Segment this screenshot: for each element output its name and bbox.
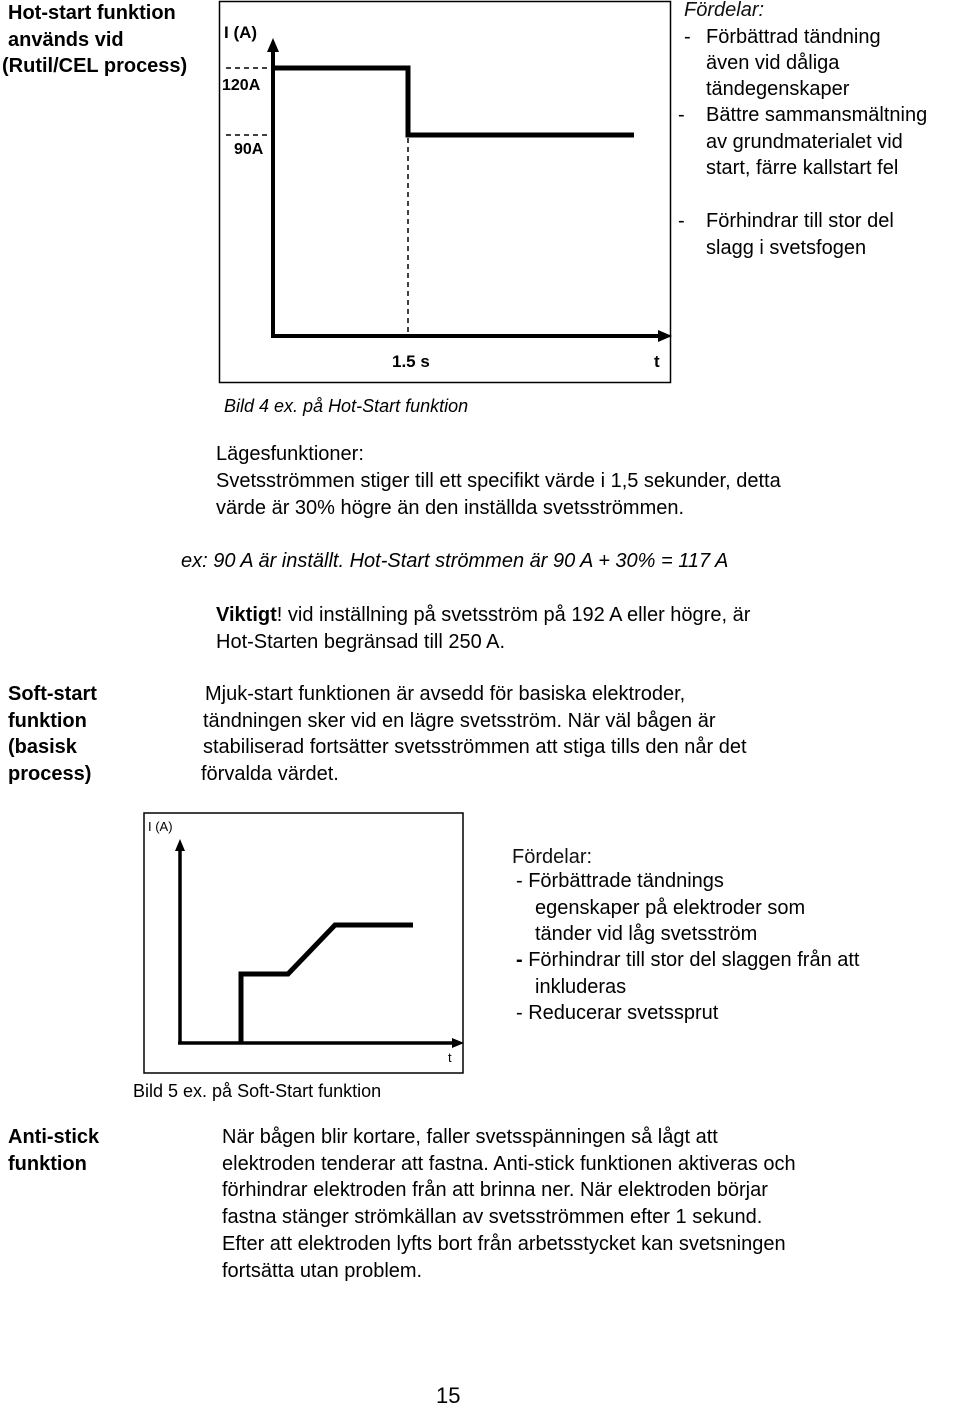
hotstart-benefit-1-line-3: tändegenskaper <box>706 78 850 100</box>
softstart-benefit-line-2: egenskaper på elektroder som <box>535 897 806 919</box>
softstart-heading-line-4: process) <box>8 762 92 785</box>
hotstart-benefit-3-line-1: Förhindrar till stor del <box>706 210 894 232</box>
softstart-heading-line-3: (basisk <box>8 736 77 758</box>
hotstart-benefit-2-line-3: start, färre kallstart fel <box>706 157 899 179</box>
hotstart-description-line-2: värde är 30% högre än den inställda svetsströmmen. <box>216 497 685 519</box>
hotstart-figure-caption: Bild 4 ex. på Hot-Start funktion <box>224 396 469 416</box>
hotstart-benefits-title: Fördelar: <box>684 0 765 21</box>
hotstart-time-label: 1.5 s <box>392 352 430 371</box>
softstart-graph <box>143 812 465 1076</box>
hotstart-important-line-1 <box>216 602 750 628</box>
hotstart-level-high-label: 120A <box>222 77 261 94</box>
antistick-heading <box>8 1124 99 1177</box>
softstart-line-4: förvalda värdet. <box>201 763 339 785</box>
softstart-benefit-line-4: - Förhindrar till stor del slaggen från att <box>516 949 860 971</box>
hotstart-example: ex: 90 A är inställt. Hot-Start strömmen är 90 A + 30% = 117 A <box>181 550 729 572</box>
hotstart-benefit-1-line-2: även vid dåliga <box>706 52 840 74</box>
hotstart-y-axis-label: I (A) <box>224 23 258 42</box>
softstart-line-3: stabiliserad fortsätter svetsströmmen att stiga tills den når det <box>203 736 747 758</box>
hotstart-description-title: Lägesfunktioner: <box>216 443 364 465</box>
antistick-line-6: fortsätta utan problem. <box>222 1260 423 1282</box>
hotstart-benefit-2-line-2: av grundmaterialet vid <box>706 131 903 153</box>
hotstart-description-line-1: Svetsströmmen stiger till ett specifikt värde i 1,5 sekunder, detta <box>216 470 781 492</box>
hotstart-figure <box>218 0 674 386</box>
softstart-line-2: tändningen sker vid en lägre svetsström. När väl bågen är <box>203 710 716 732</box>
hotstart-level-low-label: 90A <box>234 141 264 158</box>
antistick-line-1: När bågen blir kortare, faller svetsspänningen så lågt att <box>222 1126 718 1148</box>
hotstart-benefit-2-line-1: Bättre sammansmältning <box>706 104 928 126</box>
hotstart-benefit-dash-1: - <box>684 26 691 48</box>
antistick-line-3: förhindrar elektroden från att brinna ner. När elektroden börjar <box>222 1179 768 1201</box>
softstart-heading-line-1: Soft-start <box>8 683 97 705</box>
hotstart-heading-line-3: (Rutil/CEL process) <box>2 55 188 77</box>
hotstart-x-axis-label: t <box>654 352 660 371</box>
hotstart-benefit-1-line-1: Förbättrad tändning <box>706 26 881 48</box>
hotstart-heading-line-2: används vid <box>8 28 124 51</box>
softstart-figure-caption: Bild 5 ex. på Soft-Start funktion <box>133 1081 382 1101</box>
softstart-heading-line-2: funktion <box>8 709 87 732</box>
antistick-heading-line-2: funktion <box>8 1152 87 1175</box>
softstart-benefit-line-6: - Reducerar svetssprut <box>516 1002 719 1024</box>
softstart-benefit-line-5: inkluderas <box>535 976 627 998</box>
antistick-line-4: fastna stänger strömkällan av svetsströmmen efter 1 sekund. <box>222 1206 763 1228</box>
hotstart-important-line-2: Hot-Starten begränsad till 250 A. <box>216 631 506 653</box>
hotstart-heading <box>2 0 188 80</box>
softstart-heading <box>8 681 97 787</box>
important-label: Viktigt <box>216 604 277 626</box>
antistick-line-2: elektroden tenderar att fastna. Anti-stick funktionen aktiveras och <box>222 1153 796 1175</box>
softstart-benefits-title: Fördelar: <box>512 846 593 868</box>
antistick-heading-line-1: Anti-stick <box>8 1126 100 1148</box>
page-number: 15 <box>436 1383 461 1408</box>
important-text: ! vid inställning på svetsström på 192 A eller högre, är <box>276 604 751 626</box>
softstart-benefit-line-1: - Förbättrade tändnings <box>516 870 724 892</box>
hotstart-heading-line-1: Hot-start funktion <box>8 2 176 24</box>
softstart-figure <box>143 812 465 1076</box>
hotstart-graph <box>218 0 674 386</box>
softstart-x-axis-label: t <box>448 1050 452 1065</box>
hotstart-benefit-dash-2: - <box>678 104 685 126</box>
softstart-benefit-line-3: tänder vid låg svetsström <box>535 923 758 945</box>
hotstart-benefit-dash-3: - <box>678 210 685 232</box>
softstart-y-axis-label: I (A) <box>148 819 173 834</box>
antistick-line-5: Efter att elektroden lyfts bort från arbetsstycket kan svetsningen <box>222 1233 786 1255</box>
softstart-line-1: Mjuk-start funktionen är avsedd för basiska elektroder, <box>205 683 686 705</box>
hotstart-benefit-3-line-2: slagg i svetsfogen <box>706 237 867 259</box>
